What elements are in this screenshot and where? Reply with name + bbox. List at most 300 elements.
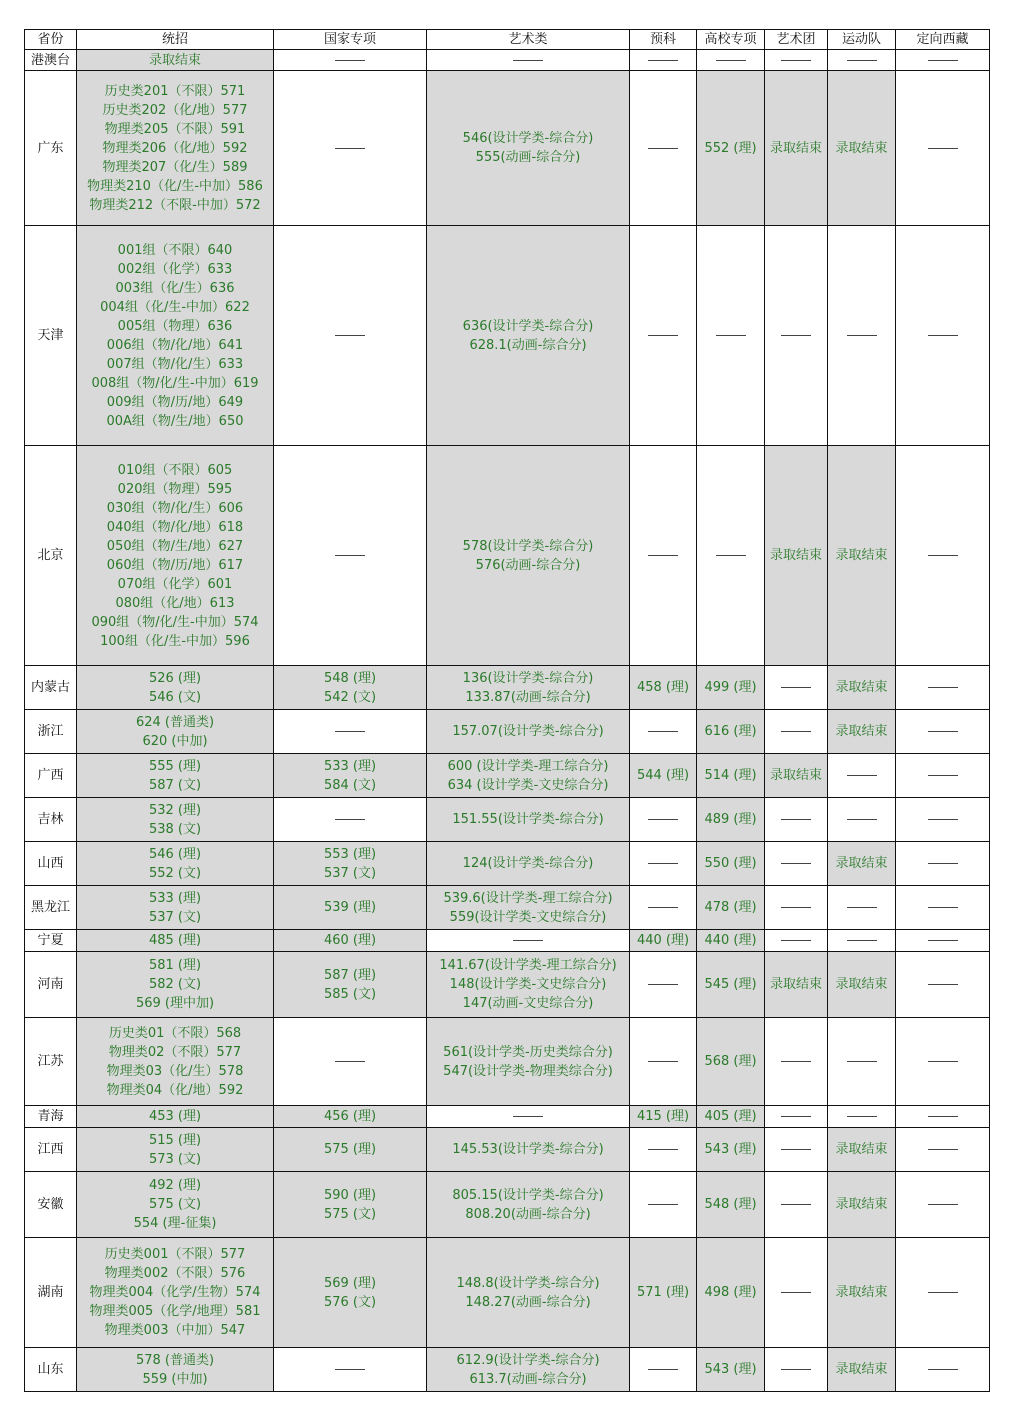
score-line: 历史类01（不限）568 [108, 1025, 242, 1041]
gaoxiao-zhuanxiang-score-cell [697, 754, 765, 798]
score-line: 录取结束 [835, 1285, 888, 1300]
header-row [25, 30, 990, 50]
guojia-zhuanxiang-empty-cell [274, 50, 427, 71]
table-body [25, 50, 990, 1392]
guojia-zhuanxiang-score-cell [274, 1128, 427, 1172]
dash-placeholder [847, 1116, 877, 1117]
yuke-empty-cell [630, 710, 697, 754]
dash-placeholder [513, 1116, 543, 1117]
score-line: 539.6(设计学类-理工综合分) [443, 890, 613, 906]
dingxiang-xizang-empty-cell [896, 446, 990, 666]
score-line: 040组（物/化/地）618 [106, 519, 244, 535]
dash-placeholder [928, 1204, 958, 1205]
score-line: 526 (理) [148, 670, 202, 686]
gaoxiao-zhuanxiang-score-cell [697, 798, 765, 842]
score-line: 物理类002（不限）576 [104, 1266, 246, 1281]
dash-placeholder [648, 731, 678, 732]
score-line: 物理类205（不限）591 [104, 121, 246, 137]
column-header-dingxiang-xizang: 定向西藏 [896, 30, 990, 50]
province-cell: 宁夏 [25, 930, 77, 952]
yundongdui-score-cell [828, 952, 896, 1018]
tongzhao-score-cell [77, 50, 274, 71]
score-line: 600 (设计学类-理工综合分) [447, 758, 609, 774]
yundongdui-score-cell [828, 1128, 896, 1172]
table-row [25, 798, 990, 842]
dash-placeholder [335, 1061, 365, 1062]
tongzhao-score-cell [77, 798, 274, 842]
dash-placeholder [847, 335, 877, 336]
score-line: 571 (理) [636, 1285, 690, 1300]
gaoxiao-zhuanxiang-score-cell [697, 886, 765, 930]
dingxiang-xizang-empty-cell [896, 1348, 990, 1392]
yundongdui-empty-cell [828, 1018, 896, 1106]
dash-placeholder [648, 1204, 678, 1205]
column-header-yundongdui: 运动队 [828, 30, 896, 50]
score-line: 575 (文) [148, 1197, 202, 1212]
score-line: 561(设计学类-历史类综合分) [443, 1044, 613, 1060]
dash-placeholder [716, 335, 746, 336]
score-line: 148.8(设计学类-综合分) [456, 1275, 600, 1291]
yishu-score-cell [427, 1018, 630, 1106]
yuke-empty-cell [630, 1018, 697, 1106]
province-cell: 黑龙江 [25, 886, 77, 930]
score-line: 559 (中加) [142, 1371, 208, 1387]
table-row [25, 1018, 990, 1106]
score-line: 587 (理) [323, 967, 377, 983]
score-line: 546 (文) [148, 689, 202, 705]
gaoxiao-zhuanxiang-score-cell [697, 1238, 765, 1348]
score-line: 559(设计学类-文史综合分) [449, 909, 607, 925]
tongzhao-score-cell [77, 446, 274, 666]
score-line: 005组（物理）636 [117, 318, 233, 334]
dingxiang-xizang-empty-cell [896, 226, 990, 446]
province-cell: 江苏 [25, 1018, 77, 1106]
score-line: 录取结束 [835, 1142, 888, 1157]
score-line: 554 (理-征集) [133, 1216, 217, 1231]
dash-placeholder [648, 335, 678, 336]
score-line: 582 (文) [148, 977, 202, 992]
score-line: 548 (理) [704, 1197, 757, 1212]
score-line: 145.53(设计学类-综合分) [452, 1142, 604, 1157]
score-line: 460 (理) [323, 933, 377, 948]
score-line: 录取结束 [835, 977, 888, 992]
dash-placeholder [847, 940, 877, 941]
guojia-zhuanxiang-empty-cell [274, 1018, 427, 1106]
score-line: 612.9(设计学类-综合分) [456, 1352, 600, 1368]
tongzhao-score-cell [77, 1238, 274, 1348]
dash-placeholder [781, 1116, 811, 1117]
score-line: 544 (理) [636, 768, 690, 783]
yundongdui-score-cell [828, 446, 896, 666]
score-line: 物理类03（化/生）578 [106, 1063, 244, 1079]
dingxiang-xizang-empty-cell [896, 666, 990, 710]
dash-placeholder [781, 1149, 811, 1150]
score-line: 578(设计学类-综合分) [462, 538, 594, 554]
score-line: 576 (文) [323, 1294, 377, 1310]
score-line: 录取结束 [835, 856, 888, 871]
score-line: 555 (理) [148, 758, 202, 774]
score-line: 543 (理) [704, 1362, 757, 1377]
guojia-zhuanxiang-score-cell [274, 1172, 427, 1238]
score-line: 148.27(动画-综合分) [465, 1294, 591, 1310]
score-line: 录取结束 [835, 724, 888, 739]
dash-placeholder [928, 555, 958, 556]
yishutuan-empty-cell [765, 1238, 828, 1348]
column-header-tongzhao: 统招 [77, 30, 274, 50]
guojia-zhuanxiang-score-cell [274, 666, 427, 710]
score-line: 620 (中加) [142, 733, 208, 749]
yishu-score-cell [427, 1172, 630, 1238]
score-line: 070组（化学）601 [117, 576, 233, 592]
dash-placeholder [847, 819, 877, 820]
score-line: 634 (设计学类-文史综合分) [447, 777, 609, 793]
score-line: 历史类001（不限）577 [104, 1247, 246, 1262]
tongzhao-score-cell [77, 710, 274, 754]
dash-placeholder [847, 907, 877, 908]
score-line: 514 (理) [704, 768, 757, 783]
score-line: 537 (文) [148, 909, 202, 925]
score-line: 148(设计学类-文史综合分) [449, 977, 607, 992]
yishu-score-cell [427, 952, 630, 1018]
dash-placeholder [928, 984, 958, 985]
yuke-empty-cell [630, 226, 697, 446]
dash-placeholder [648, 1149, 678, 1150]
yuke-score-cell [630, 1238, 697, 1348]
yishutuan-empty-cell [765, 842, 828, 886]
yishutuan-empty-cell [765, 50, 828, 71]
yishu-score-cell [427, 666, 630, 710]
tongzhao-score-cell [77, 1018, 274, 1106]
score-line: 552 (文) [148, 865, 202, 881]
score-line: 805.15(设计学类-综合分) [452, 1187, 604, 1203]
province-cell: 吉林 [25, 798, 77, 842]
score-line: 物理类206（化/地）592 [102, 140, 248, 156]
guojia-zhuanxiang-empty-cell [274, 71, 427, 226]
score-line: 006组（物/化/地）641 [106, 337, 244, 353]
table-row [25, 1128, 990, 1172]
yishutuan-empty-cell [765, 666, 828, 710]
score-line: 录取结束 [769, 548, 822, 563]
score-line: 624 (普通类) [135, 714, 215, 730]
admission-score-table [24, 29, 990, 1392]
yishu-score-cell [427, 798, 630, 842]
score-line: 物理类210（化/生-中加）586 [87, 178, 263, 194]
guojia-zhuanxiang-empty-cell [274, 446, 427, 666]
score-line: 00A组（物/生/地）650 [106, 413, 244, 429]
tongzhao-score-cell [77, 1128, 274, 1172]
tongzhao-score-cell [77, 1172, 274, 1238]
score-line: 录取结束 [148, 52, 201, 68]
province-cell: 北京 [25, 446, 77, 666]
dash-placeholder [335, 1369, 365, 1370]
dash-placeholder [781, 687, 811, 688]
score-line: 009组（物/历/地）649 [106, 394, 244, 410]
yishutuan-empty-cell [765, 1128, 828, 1172]
gaoxiao-zhuanxiang-score-cell [697, 1106, 765, 1128]
yishutuan-empty-cell [765, 886, 828, 930]
score-line: 808.20(动画-综合分) [465, 1206, 591, 1222]
dash-placeholder [928, 60, 958, 61]
dingxiang-xizang-empty-cell [896, 1018, 990, 1106]
yuke-score-cell [630, 1106, 697, 1128]
score-line: 576(动画-综合分) [475, 557, 581, 573]
score-line: 545 (理) [704, 977, 757, 992]
score-line: 456 (理) [323, 1109, 377, 1124]
province-cell: 广西 [25, 754, 77, 798]
tongzhao-score-cell [77, 1106, 274, 1128]
dash-placeholder [928, 335, 958, 336]
table-row [25, 1106, 990, 1128]
score-line: 499 (理) [704, 680, 757, 695]
score-line: 587 (文) [148, 777, 202, 793]
gaoxiao-zhuanxiang-empty-cell [697, 50, 765, 71]
dash-placeholder [648, 555, 678, 556]
table-row [25, 71, 990, 226]
score-line: 060组（物/历/地）617 [106, 557, 244, 573]
yundongdui-score-cell [828, 842, 896, 886]
yishutuan-empty-cell [765, 930, 828, 952]
dash-placeholder [648, 1061, 678, 1062]
score-line: 物理类04（化/地）592 [106, 1082, 244, 1098]
score-line: 548 (理) [323, 670, 377, 686]
dash-placeholder [928, 1061, 958, 1062]
score-line: 004组（化/生-中加）622 [100, 299, 250, 315]
score-line: 440 (理) [636, 933, 690, 948]
yundongdui-empty-cell [828, 754, 896, 798]
score-line: 录取结束 [835, 1362, 888, 1377]
gaoxiao-zhuanxiang-score-cell [697, 1128, 765, 1172]
dash-placeholder [648, 1369, 678, 1370]
score-line: 003组（化/生）636 [115, 280, 235, 296]
province-cell: 内蒙古 [25, 666, 77, 710]
dash-placeholder [781, 907, 811, 908]
yishutuan-empty-cell [765, 798, 828, 842]
score-line: 575 (文) [323, 1206, 377, 1222]
guojia-zhuanxiang-empty-cell [274, 226, 427, 446]
yundongdui-empty-cell [828, 50, 896, 71]
province-cell: 湖南 [25, 1238, 77, 1348]
dash-placeholder [928, 907, 958, 908]
dash-placeholder [335, 555, 365, 556]
dingxiang-xizang-empty-cell [896, 754, 990, 798]
score-line: 613.7(动画-综合分) [469, 1371, 587, 1387]
yuke-empty-cell [630, 952, 697, 1018]
score-line: 录取结束 [835, 680, 888, 695]
score-line: 录取结束 [835, 1197, 888, 1212]
dash-placeholder [781, 819, 811, 820]
dash-placeholder [335, 60, 365, 61]
score-line: 录取结束 [769, 140, 822, 156]
score-line: 489 (理) [704, 812, 757, 827]
score-line: 498 (理) [704, 1285, 757, 1300]
table-row [25, 666, 990, 710]
score-line: 415 (理) [636, 1109, 690, 1124]
score-line: 533 (理) [148, 890, 202, 906]
guojia-zhuanxiang-score-cell [274, 754, 427, 798]
dash-placeholder [648, 60, 678, 61]
dash-placeholder [928, 1369, 958, 1370]
yishutuan-empty-cell [765, 1348, 828, 1392]
table-row [25, 710, 990, 754]
dash-placeholder [648, 863, 678, 864]
score-line: 物理类212（不限-中加）572 [89, 197, 261, 213]
yuke-empty-cell [630, 798, 697, 842]
dash-placeholder [716, 60, 746, 61]
score-line: 636(设计学类-综合分) [462, 318, 594, 334]
table-row [25, 226, 990, 446]
score-line: 533 (理) [323, 758, 377, 774]
yishu-empty-cell [427, 50, 630, 71]
score-line: 物理类005（化学/地理）581 [89, 1304, 261, 1319]
yundongdui-score-cell [828, 710, 896, 754]
column-header-yishutuan: 艺术团 [765, 30, 828, 50]
score-line: 008组（物/化/生-中加）619 [91, 375, 259, 391]
dingxiang-xizang-empty-cell [896, 886, 990, 930]
yuke-empty-cell [630, 1172, 697, 1238]
score-line: 568 (理) [704, 1054, 757, 1069]
yuke-empty-cell [630, 446, 697, 666]
yundongdui-empty-cell [828, 886, 896, 930]
score-line: 405 (理) [704, 1109, 757, 1124]
score-line: 录取结束 [835, 140, 888, 156]
column-header-yishu: 艺术类 [427, 30, 630, 50]
tongzhao-score-cell [77, 666, 274, 710]
yundongdui-empty-cell [828, 798, 896, 842]
dingxiang-xizang-empty-cell [896, 842, 990, 886]
score-line: 546 (理) [148, 846, 202, 862]
dash-placeholder [928, 1116, 958, 1117]
dash-placeholder [781, 863, 811, 864]
dash-placeholder [928, 1149, 958, 1150]
dash-placeholder [928, 775, 958, 776]
dash-placeholder [335, 335, 365, 336]
dash-placeholder [781, 940, 811, 941]
gaoxiao-zhuanxiang-score-cell [697, 930, 765, 952]
score-line: 440 (理) [704, 933, 757, 948]
province-cell: 山东 [25, 1348, 77, 1392]
guojia-zhuanxiang-score-cell [274, 930, 427, 952]
guojia-zhuanxiang-score-cell [274, 1106, 427, 1128]
gaoxiao-zhuanxiang-score-cell [697, 71, 765, 226]
province-cell: 广东 [25, 71, 77, 226]
score-line: 552 (理) [704, 140, 757, 156]
yishutuan-empty-cell [765, 226, 828, 446]
score-line: 492 (理) [148, 1178, 202, 1193]
score-line: 录取结束 [835, 548, 888, 563]
tongzhao-score-cell [77, 952, 274, 1018]
dash-placeholder [781, 1061, 811, 1062]
dash-placeholder [928, 1292, 958, 1293]
yishu-score-cell [427, 226, 630, 446]
dash-placeholder [847, 775, 877, 776]
guojia-zhuanxiang-empty-cell [274, 710, 427, 754]
yuke-empty-cell [630, 71, 697, 226]
table-row [25, 1348, 990, 1392]
score-line: 001组（不限）640 [117, 242, 233, 258]
table-row [25, 1172, 990, 1238]
gaoxiao-zhuanxiang-score-cell [697, 710, 765, 754]
score-line: 569 (理中加) [135, 996, 215, 1011]
table-row [25, 886, 990, 930]
dash-placeholder [513, 60, 543, 61]
tongzhao-score-cell [77, 1348, 274, 1392]
dingxiang-xizang-empty-cell [896, 710, 990, 754]
dingxiang-xizang-empty-cell [896, 71, 990, 226]
column-header-guojia-zhuanxiang: 国家专项 [274, 30, 427, 50]
dash-placeholder [781, 731, 811, 732]
score-line: 物理类207（化/生）589 [102, 159, 248, 175]
tongzhao-score-cell [77, 71, 274, 226]
score-line: 002组（化学）633 [117, 261, 233, 277]
yishu-empty-cell [427, 930, 630, 952]
dash-placeholder [847, 60, 877, 61]
dash-placeholder [716, 555, 746, 556]
province-cell: 安徽 [25, 1172, 77, 1238]
score-line: 539 (理) [323, 900, 377, 915]
yuke-empty-cell [630, 1128, 697, 1172]
score-line: 478 (理) [704, 900, 757, 915]
province-cell: 江西 [25, 1128, 77, 1172]
score-line: 136(设计学类-综合分) [462, 670, 594, 686]
yishutuan-score-cell [765, 446, 828, 666]
score-line: 553 (理) [323, 846, 377, 862]
score-line: 555(动画-综合分) [475, 150, 581, 165]
yundongdui-score-cell [828, 71, 896, 226]
table-row [25, 446, 990, 666]
dingxiang-xizang-empty-cell [896, 798, 990, 842]
gaoxiao-zhuanxiang-score-cell [697, 1348, 765, 1392]
guojia-zhuanxiang-score-cell [274, 1238, 427, 1348]
dash-placeholder [648, 907, 678, 908]
yishutuan-score-cell [765, 71, 828, 226]
score-line: 030组（物/化/生）606 [106, 500, 244, 516]
yuke-score-cell [630, 754, 697, 798]
yishutuan-empty-cell [765, 1018, 828, 1106]
table-row [25, 1238, 990, 1348]
yundongdui-empty-cell [828, 1106, 896, 1128]
yishutuan-score-cell [765, 754, 828, 798]
score-line: 物理类004（化学/生物）574 [89, 1285, 261, 1300]
dash-placeholder [781, 60, 811, 61]
yundongdui-score-cell [828, 666, 896, 710]
guojia-zhuanxiang-score-cell [274, 952, 427, 1018]
yundongdui-score-cell [828, 1238, 896, 1348]
tongzhao-score-cell [77, 930, 274, 952]
score-line: 090组（物/化/生-中加）574 [91, 614, 259, 630]
tongzhao-score-cell [77, 886, 274, 930]
table-row [25, 930, 990, 952]
score-line: 578 (普通类) [135, 1352, 215, 1368]
yishu-score-cell [427, 1238, 630, 1348]
tongzhao-score-cell [77, 226, 274, 446]
dash-placeholder [648, 984, 678, 985]
dash-placeholder [928, 940, 958, 941]
table-row [25, 754, 990, 798]
score-line: 538 (文) [148, 821, 202, 837]
guojia-zhuanxiang-score-cell [274, 886, 427, 930]
dash-placeholder [928, 687, 958, 688]
score-line: 458 (理) [636, 680, 690, 695]
score-line: 124(设计学类-综合分) [462, 856, 594, 871]
score-line: 537 (文) [323, 865, 377, 881]
score-line: 542 (文) [323, 689, 377, 705]
yishu-score-cell [427, 1128, 630, 1172]
score-line: 080组（化/地）613 [115, 595, 235, 611]
guojia-zhuanxiang-score-cell [274, 842, 427, 886]
score-line: 616 (理) [704, 724, 757, 739]
score-line: 100组（化/生-中加）596 [100, 633, 250, 649]
province-cell: 河南 [25, 952, 77, 1018]
